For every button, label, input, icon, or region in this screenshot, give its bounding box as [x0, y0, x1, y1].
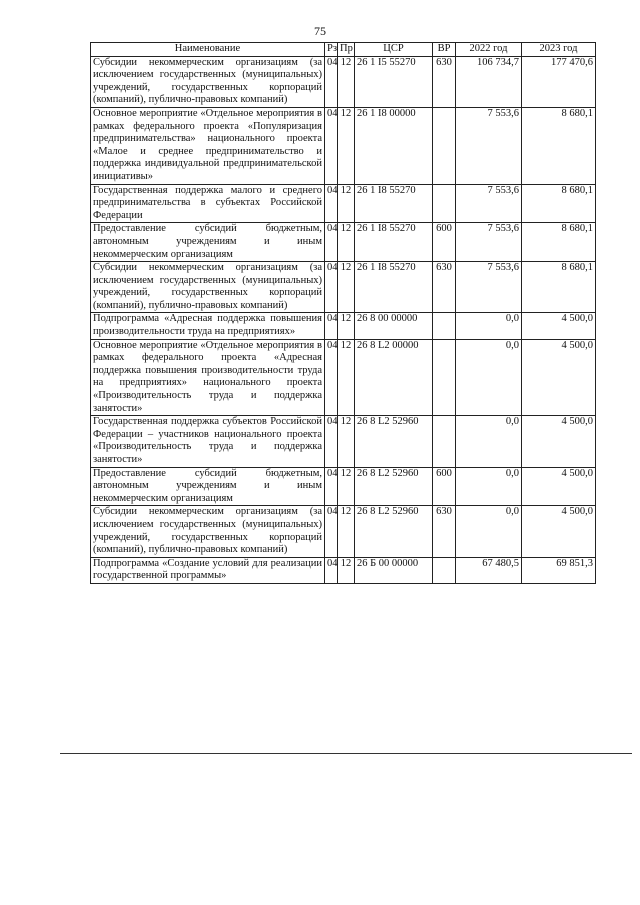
table-row: [91, 262, 596, 313]
row-rz-cell: 04: [325, 56, 338, 107]
row-csr-cell: 26 Б 00 00000: [355, 557, 433, 583]
row-rz-cell: 04: [325, 313, 338, 339]
row-2022-cell: 7 553,6: [456, 223, 522, 262]
row-2023-cell: 4 500,0: [522, 467, 596, 506]
row-pr-cell: 12: [338, 184, 355, 223]
row-pr-cell: 12: [338, 223, 355, 262]
page-number: 75: [314, 24, 326, 38]
row-rz-cell: 04: [325, 184, 338, 223]
row-vr-cell: [433, 557, 456, 583]
row-name-cell: Предоставление субсидий бюджетным, автономным учреждениям и иным некоммерческим организациям: [91, 223, 325, 262]
row-2023-cell: 4 500,0: [522, 339, 596, 416]
row-pr-cell: 12: [338, 506, 355, 557]
row-rz-cell: 04: [325, 467, 338, 506]
row-pr-cell: 12: [338, 313, 355, 339]
table-row: [91, 416, 596, 467]
row-2022-cell: 7 553,6: [456, 262, 522, 313]
col-header-2022: 2022 год: [456, 43, 522, 57]
row-rz-cell: 04: [325, 107, 338, 184]
table-row: [91, 557, 596, 583]
row-csr-cell: 26 1 I8 55270: [355, 262, 433, 313]
row-csr-cell: 26 8 L2 52960: [355, 467, 433, 506]
row-2022-cell: 7 553,6: [456, 184, 522, 223]
row-name-cell: Основное мероприятие «Отдельное мероприятия в рамках федерального проекта «Популяризация предпринимательства» национального проекта «Малое и среднее предпринимательство и поддержка индивидуальной предпринимательской инициативы»: [91, 107, 325, 184]
row-2023-cell: 177 470,6: [522, 56, 596, 107]
table-row: [91, 339, 596, 416]
row-rz-cell: 04: [325, 262, 338, 313]
row-name-cell: Государственная поддержка малого и среднего предпринимательства в субъектах Российской Федерации: [91, 184, 325, 223]
row-rz-cell: 04: [325, 557, 338, 583]
row-pr-cell: 12: [338, 339, 355, 416]
row-rz-cell: 04: [325, 339, 338, 416]
row-2022-cell: 0,0: [456, 339, 522, 416]
row-csr-cell: 26 8 00 00000: [355, 313, 433, 339]
page-divider: [60, 753, 632, 754]
row-vr-cell: [433, 416, 456, 467]
row-2022-cell: 7 553,6: [456, 107, 522, 184]
table-row: [91, 223, 596, 262]
col-header-name: Наименование: [91, 43, 325, 57]
row-vr-cell: 600: [433, 223, 456, 262]
row-vr-cell: [433, 107, 456, 184]
row-2022-cell: 106 734,7: [456, 56, 522, 107]
row-2022-cell: 67 480,5: [456, 557, 522, 583]
table-row: [91, 467, 596, 506]
row-csr-cell: 26 8 L2 52960: [355, 416, 433, 467]
row-vr-cell: 600: [433, 467, 456, 506]
row-pr-cell: 12: [338, 56, 355, 107]
row-pr-cell: 12: [338, 557, 355, 583]
table-row: [91, 56, 596, 107]
row-pr-cell: 12: [338, 416, 355, 467]
row-2022-cell: 0,0: [456, 313, 522, 339]
table-row: [91, 107, 596, 184]
header-row: [91, 43, 596, 57]
row-name-cell: Государственная поддержка субъектов Российской Федерации – участников национального проекта «Производительность труда и поддержка занятости»: [91, 416, 325, 467]
row-vr-cell: 630: [433, 506, 456, 557]
row-name-cell: Подпрограмма «Создание условий для реализации государственной программы»: [91, 557, 325, 583]
table-body: [91, 56, 596, 583]
row-pr-cell: 12: [338, 467, 355, 506]
row-name-cell: Субсидии некоммерческим организациям (за исключением государственных (муниципальных) учреждений, государственных корпораций (компаний), публично-правовых компаний): [91, 56, 325, 107]
row-csr-cell: 26 8 L2 52960: [355, 506, 433, 557]
row-vr-cell: [433, 313, 456, 339]
row-vr-cell: [433, 184, 456, 223]
row-csr-cell: 26 8 L2 00000: [355, 339, 433, 416]
row-2022-cell: 0,0: [456, 506, 522, 557]
row-name-cell: Субсидии некоммерческим организациям (за исключением государственных (муниципальных) учреждений, государственных корпораций (компаний), публично-правовых компаний): [91, 262, 325, 313]
row-csr-cell: 26 1 I5 55270: [355, 56, 433, 107]
row-name-cell: Подпрограмма «Адресная поддержка повышения производительности труда на предприятиях»: [91, 313, 325, 339]
row-2023-cell: 4 500,0: [522, 313, 596, 339]
col-header-2023: 2023 год: [522, 43, 596, 57]
budget-table: [90, 42, 596, 584]
col-header-pr: Пр: [338, 43, 355, 57]
col-header-csr: ЦСР: [355, 43, 433, 57]
row-vr-cell: 630: [433, 262, 456, 313]
row-pr-cell: 12: [338, 107, 355, 184]
row-name-cell: Основное мероприятие «Отдельное мероприятия в рамках федерального проекта «Адресная поддержка повышения производительности труда на предприятиях» национального проекта «Производительность труда и поддержка занятости»: [91, 339, 325, 416]
row-csr-cell: 26 1 I8 55270: [355, 184, 433, 223]
row-rz-cell: 04: [325, 416, 338, 467]
row-csr-cell: 26 1 I8 55270: [355, 223, 433, 262]
row-2023-cell: 8 680,1: [522, 107, 596, 184]
row-vr-cell: 630: [433, 56, 456, 107]
table-row: [91, 313, 596, 339]
row-name-cell: Субсидии некоммерческим организациям (за исключением государственных (муниципальных) учреждений, государственных корпораций (компаний), публично-правовых компаний): [91, 506, 325, 557]
row-rz-cell: 04: [325, 506, 338, 557]
table-row: [91, 184, 596, 223]
row-2023-cell: 8 680,1: [522, 262, 596, 313]
row-2023-cell: 8 680,1: [522, 223, 596, 262]
col-header-rz: Рз: [325, 43, 338, 57]
table-row: [91, 506, 596, 557]
col-header-vr: ВР: [433, 43, 456, 57]
row-2023-cell: 4 500,0: [522, 416, 596, 467]
row-pr-cell: 12: [338, 262, 355, 313]
row-csr-cell: 26 1 I8 00000: [355, 107, 433, 184]
row-2023-cell: 4 500,0: [522, 506, 596, 557]
row-vr-cell: [433, 339, 456, 416]
row-rz-cell: 04: [325, 223, 338, 262]
row-2022-cell: 0,0: [456, 416, 522, 467]
row-2023-cell: 8 680,1: [522, 184, 596, 223]
row-2023-cell: 69 851,3: [522, 557, 596, 583]
row-name-cell: Предоставление субсидий бюджетным, автономным учреждениям и иным некоммерческим организациям: [91, 467, 325, 506]
row-2022-cell: 0,0: [456, 467, 522, 506]
